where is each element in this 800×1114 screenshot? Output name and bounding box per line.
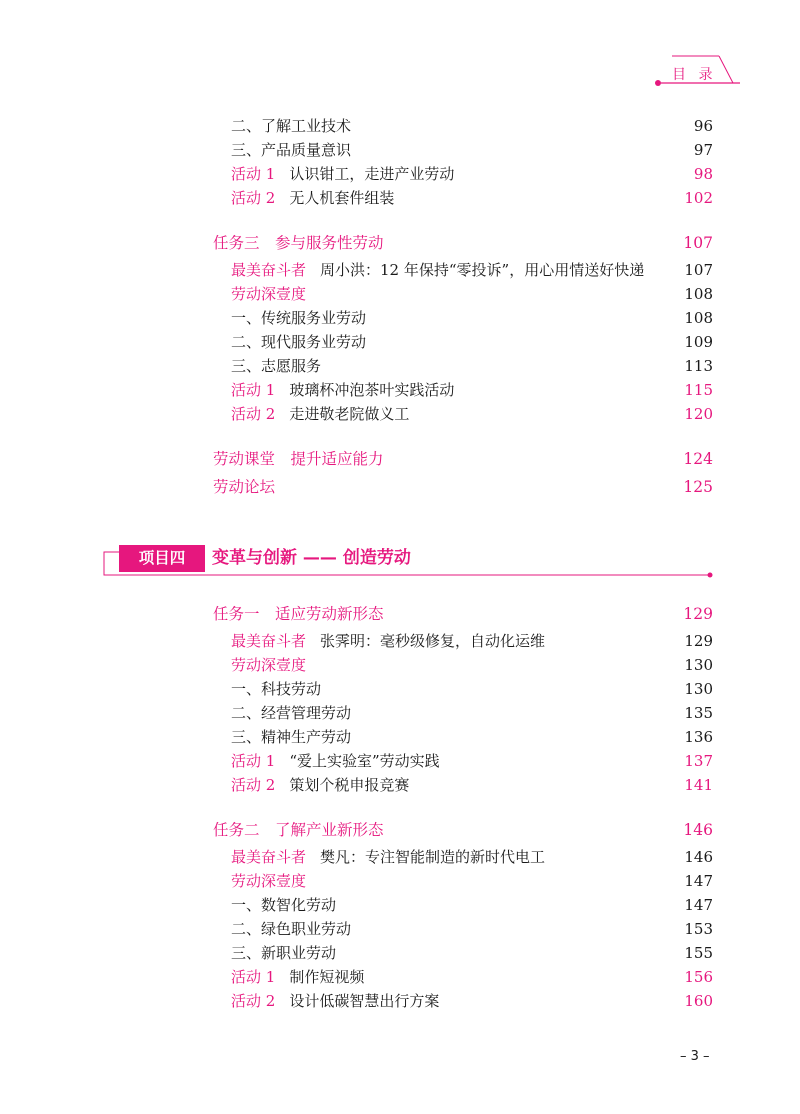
toc-activity[interactable]: 活动 1 玻璃杯冲泡茶叶实践活动 115 — [231, 381, 713, 399]
toc-striver[interactable]: 最美奋斗者 张霁明：毫秒级修复，自动化运维 129 — [231, 632, 713, 650]
toc-activity[interactable]: 活动 1 认识钳工，走进产业劳动 98 — [231, 165, 713, 183]
project-title[interactable]: 变革与创新 —— 创造劳动 — [212, 548, 411, 568]
toc-entry[interactable]: 三、志愿服务 113 — [231, 357, 713, 375]
header-title: 目 录 — [672, 67, 717, 83]
toc-entry[interactable]: 一、传统服务业劳动 108 — [231, 309, 713, 327]
toc-deep[interactable]: 劳动深壹度 130 — [231, 656, 713, 674]
toc-entry[interactable]: 二、绿色职业劳动 153 — [231, 920, 713, 938]
toc-activity[interactable]: 活动 2 走进敬老院做义工 120 — [231, 405, 713, 423]
header-decoration — [0, 0, 800, 100]
toc-activity[interactable]: 活动 1 制作短视频 156 — [231, 968, 713, 986]
toc-entry[interactable]: 一、数智化劳动 147 — [231, 896, 713, 914]
toc-striver[interactable]: 最美奋斗者 周小洪：12 年保持“零投诉”，用心用情送好快递 107 — [231, 261, 713, 279]
project-badge: 项目四 — [119, 545, 205, 572]
toc-deep[interactable]: 劳动深壹度 147 — [231, 872, 713, 890]
header-tab-slant — [719, 56, 733, 83]
toc-activity[interactable]: 活动 2 策划个税申报竞赛 141 — [231, 776, 713, 794]
toc-forum[interactable]: 劳动论坛 125 — [213, 478, 713, 496]
toc-entry[interactable]: 二、现代服务业劳动 109 — [231, 333, 713, 351]
toc-striver[interactable]: 最美奋斗者 樊凡：专注智能制造的新时代电工 146 — [231, 848, 713, 866]
toc-classroom[interactable]: 劳动课堂 提升适应能力 124 — [213, 450, 713, 468]
toc-entry[interactable]: 一、科技劳动 130 — [231, 680, 713, 698]
header-dot — [655, 80, 661, 86]
toc-entry[interactable]: 三、产品质量意识 97 — [231, 141, 713, 159]
toc-activity[interactable]: 活动 1 “爱上实验室”劳动实践 137 — [231, 752, 713, 770]
toc-entry[interactable]: 三、精神生产劳动 136 — [231, 728, 713, 746]
toc-entry[interactable]: 二、了解工业技术 96 — [231, 117, 713, 135]
toc-task[interactable]: 任务二 了解产业新形态 146 — [213, 821, 713, 839]
toc-task[interactable]: 任务三 参与服务性劳动 107 — [213, 234, 713, 252]
toc-activity[interactable]: 活动 2 无人机套件组装 102 — [231, 189, 713, 207]
toc-deep[interactable]: 劳动深壹度 108 — [231, 285, 713, 303]
toc-entry[interactable]: 三、新职业劳动 155 — [231, 944, 713, 962]
toc-task[interactable]: 任务一 适应劳动新形态 129 — [213, 605, 713, 623]
page-number: – 3 – — [680, 1049, 710, 1064]
toc-activity[interactable]: 活动 2 设计低碳智慧出行方案 160 — [231, 992, 713, 1010]
toc-entry[interactable]: 二、经营管理劳动 135 — [231, 704, 713, 722]
